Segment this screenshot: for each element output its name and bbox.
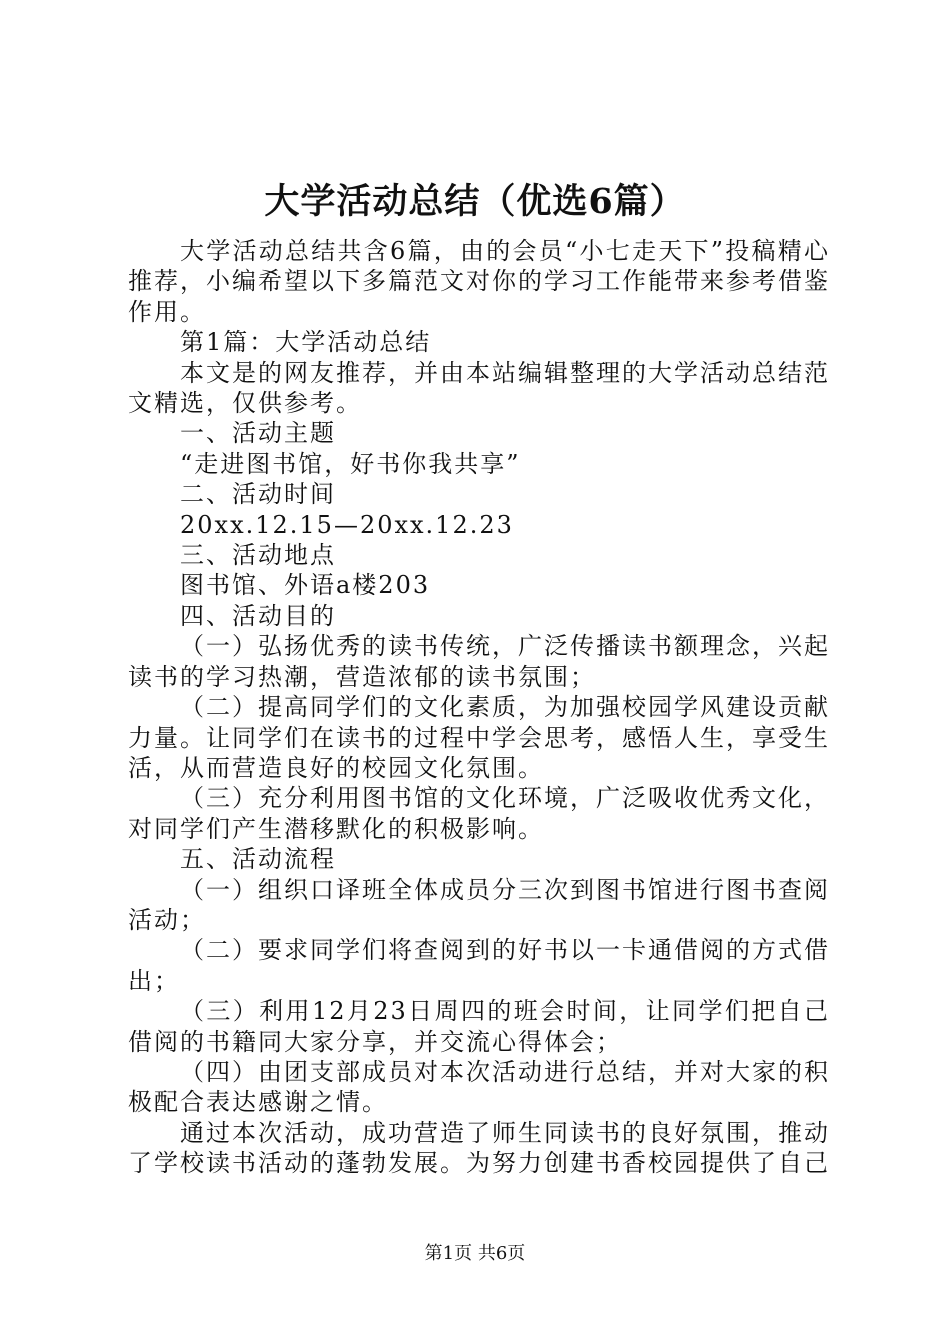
page-footer: 第1页 共6页 <box>424 1243 526 1264</box>
list-item: （三）利用12月23日周四的班会时间，让同学们把自己借阅的书籍同大家分享，并交流心得体会； <box>128 997 830 1056</box>
paragraph: 通过本次活动，成功营造了师生同读书的良好氛围，推动了学校读书活动的蓬勃发展。为努力创建书香校园提供了自己 <box>128 1118 830 1178</box>
intro-paragraph: 大学活动总结共含6篇，由的会员“小七走天下”投稿精心推荐，小编希望以下多篇范文对你的学习工作能带来参考借鉴作用。 <box>128 237 830 326</box>
section-heading: 三、活动地点 <box>180 541 336 570</box>
section-heading: 四、活动目的 <box>180 601 336 630</box>
section-heading: 第1篇：大学活动总结 <box>180 328 432 357</box>
list-item: （二）提高同学们的文化素质，为加强校园学风建设贡献力量。让同学们在读书的过程中学会思考，感悟人生，享受生活，从而营造良好的校园文化氛围。 <box>128 693 830 782</box>
section-heading: 一、活动主题 <box>180 419 336 448</box>
section-heading: 五、活动流程 <box>180 845 336 874</box>
list-item: （三）充分利用图书馆的文化环境，广泛吸收优秀文化，对同学们产生潜移默化的积极影响。 <box>128 784 830 843</box>
paragraph: 本文是的网友推荐，并由本站编辑整理的大学活动总结范文精选，仅供参考。 <box>128 358 830 418</box>
list-item: （二）要求同学们将查阅到的好书以一卡通借阅的方式借出； <box>128 936 830 995</box>
section-heading: 二、活动时间 <box>180 480 336 509</box>
document-title: 大学活动总结（优选6篇） <box>264 181 686 222</box>
list-item: （一）弘扬优秀的读书传统，广泛传播读书额理念，兴起读书的学习热潮，营造浓郁的读书氛围； <box>128 632 830 691</box>
list-item: （四）由团支部成员对本次活动进行总结，并对大家的积极配合表达感谢之情。 <box>128 1057 830 1117</box>
document-body <box>128 236 830 1179</box>
list-item: （一）组织口译班全体成员分三次到图书馆进行图书查阅活动； <box>128 875 830 934</box>
paragraph: 20xx.12.15—20xx.12.23 <box>180 510 514 539</box>
paragraph: 图书馆、外语a楼203 <box>180 571 431 600</box>
paragraph: “走进图书馆，好书你我共享” <box>180 449 521 478</box>
